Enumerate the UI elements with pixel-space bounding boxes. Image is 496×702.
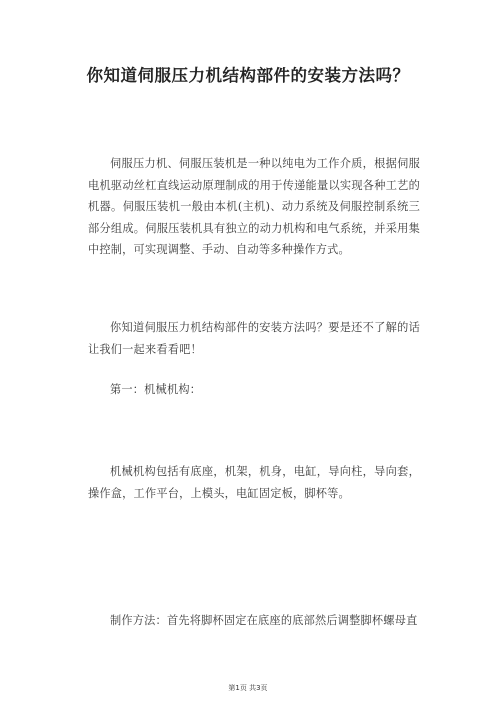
paragraph-method: 制作方法：首先将脚杯固定在底座的底部然后调整脚杯螺母直	[110, 614, 418, 627]
page-footer: 第1页 共3页	[228, 684, 268, 692]
paragraph-intro: 伺服压力机、伺服压装机是一种以纯电为工作介质，根据伺服电机驱动丝杠直线运动原理制成的用于传递能量以实现各种工艺的机器。伺服压装机一般由本机(主机)、动力系统及伺服控制系统三部分组成。伺服压装机具有独立的动力机构和电气系统，并采用集中控制，可实现调整、手动、自动等多种操作方式。	[88, 157, 420, 256]
section-heading-mechanical: 第一：机械机构：	[110, 383, 202, 396]
paragraph-question: 你知道伺服压力机结构部件的安装方法吗？要是还不了解的话让我们一起来看看吧！	[88, 321, 420, 356]
page-title: 你知道伺服压力机结构部件的安装方法吗？	[86, 66, 410, 85]
paragraph-mechanical-parts: 机械机构包括有底座，机架，机身，电缸，导向柱，导向套，操作盒，工作平台，上模头，电缸固定板，脚杯等。	[88, 465, 420, 500]
